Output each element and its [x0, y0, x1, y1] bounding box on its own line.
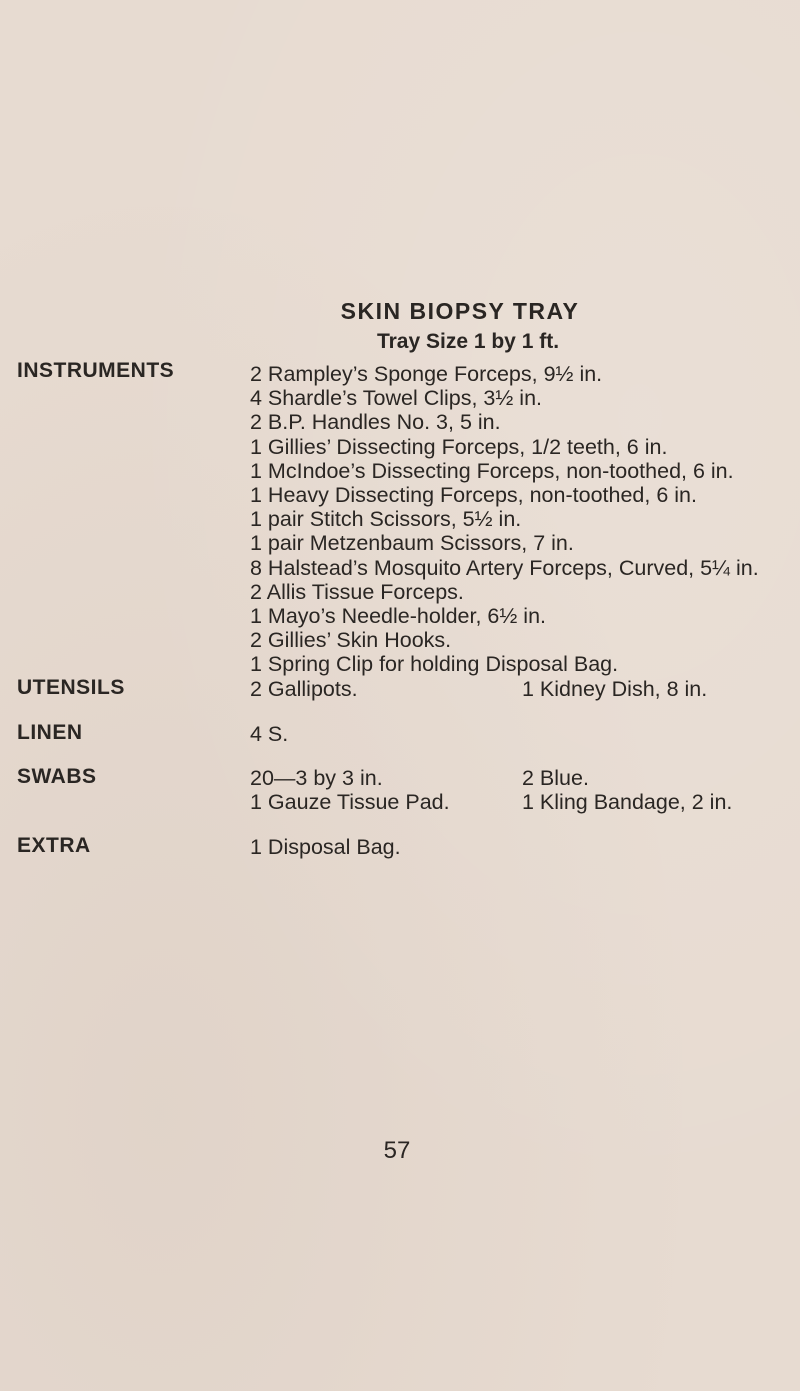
extra-item-disposal-bag: 1 Disposal Bag. [250, 835, 401, 859]
list-item: 1 Gillies’ Dissecting Forceps, 1/2 teeth, 6 in. [250, 434, 668, 459]
utensils-item-kidney-dish: 1 Kidney Dish, 8 in. [522, 677, 708, 701]
linen-label: LINEN [17, 721, 83, 744]
list-item: 4 Shardle’s Towel Clips, 3½ in. [250, 386, 543, 411]
list-item: 1 Mayo’s Needle-holder, 6½ in. [250, 604, 547, 629]
swabs-item-blue: 2 Blue. [522, 766, 589, 790]
instruments-list [250, 362, 759, 677]
utensils-label: UTENSILS [17, 676, 125, 699]
extra-label: EXTRA [17, 834, 91, 857]
list-item: 1 pair Metzenbaum Scissors, 7 in. [250, 531, 574, 556]
list-item: 1 Heavy Dissecting Forceps, non-toothed, 6 in. [250, 483, 697, 508]
utensils-item-gallipots: 2 Gallipots. [250, 677, 358, 701]
swabs-label: SWABS [17, 765, 97, 788]
swabs-item-gauze-pad: 1 Gauze Tissue Pad. [250, 790, 450, 814]
swabs-item-kling-bandage: 1 Kling Bandage, 2 in. [522, 790, 733, 814]
linen-item: 4 S. [250, 722, 289, 746]
swabs-item-gauze: 20—3 by 3 in. [250, 766, 383, 790]
page-title: SKIN BIOPSY TRAY [340, 298, 580, 324]
list-item: 8 Halstead’s Mosquito Artery Forceps, Curved, 5¼ in. [250, 555, 759, 580]
list-item: 2 Gillies’ Skin Hooks. [250, 628, 452, 653]
page-number: 57 [383, 1137, 411, 1164]
list-item: 1 Spring Clip for holding Disposal Bag. [250, 652, 619, 677]
page-subtitle: Tray Size 1 by 1 ft. [376, 330, 560, 353]
list-item: 1 pair Stitch Scissors, 5½ in. [250, 507, 522, 532]
list-item: 2 B.P. Handles No. 3, 5 in. [250, 410, 501, 435]
list-item: 1 McIndoe’s Dissecting Forceps, non-toothed, 6 in. [250, 458, 734, 483]
instruments-label: INSTRUMENTS [17, 359, 175, 382]
list-item: 2 Allis Tissue Forceps. [250, 579, 464, 604]
list-item: 2 Rampley’s Sponge Forceps, 9½ in. [250, 362, 603, 386]
